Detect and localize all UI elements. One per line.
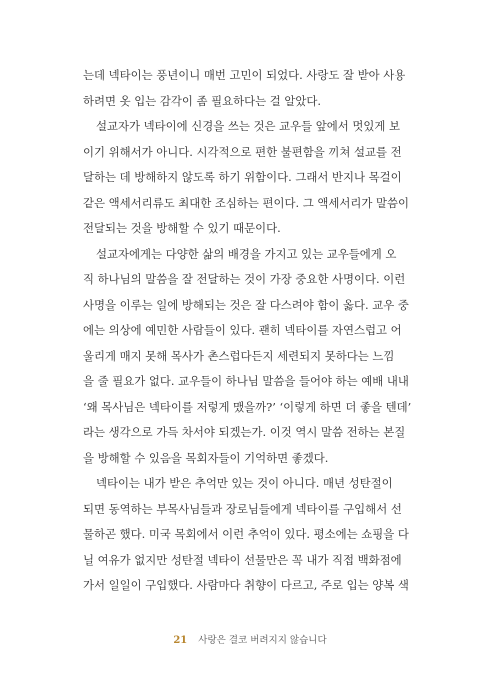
text-line: 물하곤 했다. 미국 목회에서 이런 추억이 있다. 평소에는 쇼핑을 다 (83, 527, 409, 541)
text-line: 이기 위해서가 아니다. 시각적으로 편한 불편함을 끼쳐 설교를 전 (83, 144, 402, 159)
running-title: 사랑은 결코 버려지지 않습니다 (198, 635, 327, 646)
text-line: 직 하나님의 말씀을 잘 전달하는 것이 가장 중요한 사명이다. 이런 (83, 272, 406, 286)
text-line: 을 줄 필요가 없다. 교우들이 하나님 말씀을 들어야 하는 예배 내내 (83, 374, 409, 388)
text-line: 하려면 옷 입는 감각이 좀 필요하다는 걸 알았다. (83, 93, 322, 108)
page-footer (0, 632, 500, 646)
text-line: 설교자가 넥타이에 신경을 쓰는 것은 교우들 앞에서 멋있게 보 (96, 119, 401, 133)
body-text (83, 63, 419, 599)
page-number: 21 (173, 635, 188, 646)
text-line: 넥타이는 내가 받은 추억만 있는 것이 아니다. 매년 성탄절이 (96, 476, 393, 490)
text-line: 같은 액세서리류도 최대한 조심하는 편이다. 그 액세서리가 말씀이 (83, 195, 410, 210)
text-line: 을 방해할 수 있음을 목회자들이 기억하면 좋겠다. (83, 450, 329, 465)
text-line: 사명을 이루는 일에 방해되는 것은 잘 다스려야 함이 옳다. 교우 중 (83, 297, 409, 312)
text-line: 전달되는 것을 방해할 수 있기 때문이다. (83, 221, 281, 235)
text-line: 되면 동역하는 부목사님들과 장로님들에게 넥타이를 구입해서 선 (83, 501, 402, 516)
text-line: 는데 넥타이는 풍년이니 매번 고민이 되었다. 사랑도 잘 받아 사용 (83, 68, 406, 82)
text-line: 달하는 데 방해하지 않도록 하기 위함이다. 그래서 반지나 목걸이 (83, 170, 402, 184)
text-line: 설교자에게는 다양한 삶의 배경을 가지고 있는 교우들에게 오 (96, 246, 397, 261)
text-line: 울리게 매지 못해 목사가 촌스럽다든지 세련되지 못하다는 느낌 (83, 348, 395, 363)
text-line: ‘왜 목사님은 넥타이를 저렇게 맸을까?’ ‘이렇게 하면 더 좋을 텐데’ (83, 399, 412, 414)
text-line: 라는 생각으로 가득 차서야 되겠는가. 이것 역시 말씀 전하는 본질 (83, 425, 406, 439)
text-line: 닐 여유가 없지만 성탄절 넥타이 선물만은 꼭 내가 직접 백화점에 (83, 552, 402, 567)
text-line: 에는 의상에 예민한 사람들이 있다. 괜히 넥타이를 자연스럽고 어 (83, 323, 402, 337)
text-line: 가서 일일이 구입했다. 사람마다 취향이 다르고, 주로 입는 양복 색 (83, 578, 409, 592)
